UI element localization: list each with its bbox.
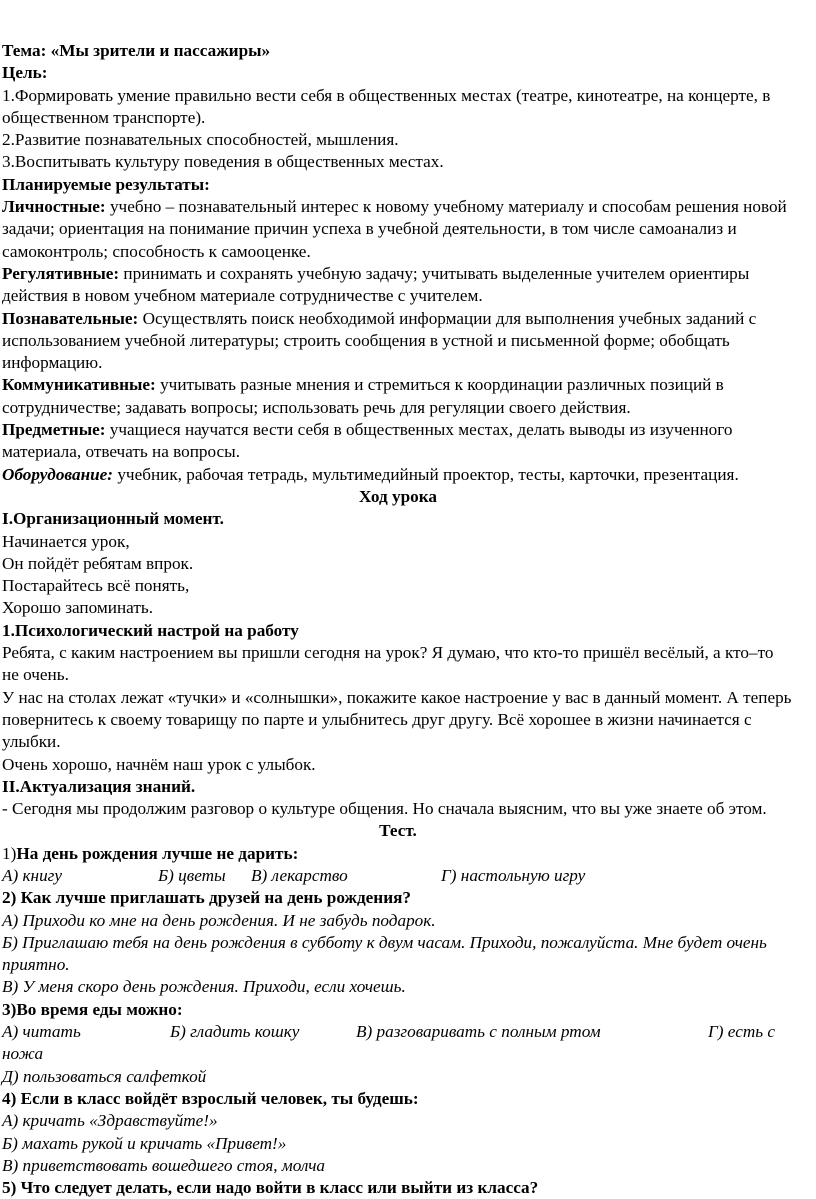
equipment: Оборудование: учебник, рабочая тетрадь, мультимедийный проектор, тесты, карточки, презентация.: [2, 464, 739, 484]
question-5: 5) Что следует делать, если надо войти в класс или выйти из класса?: [2, 1178, 539, 1198]
result-subject: Предметные: учащиеся научатся вести себя в общественных местах, делать выводы из изученного материала, отвечать на вопросы.: [2, 420, 733, 462]
results-heading: Планируемые результаты:: [2, 174, 210, 194]
question-1: 1)На день рождения лучше не дарить:: [2, 843, 299, 863]
option: В) разговаривать с полным ртом: [356, 1022, 601, 1042]
goal-heading: Цель:: [2, 63, 48, 83]
goal-item: 3.Воспитывать культуру поведения в общественных местах.: [2, 152, 444, 172]
section-1-heading: I.Организационный момент.: [2, 509, 224, 529]
question-3-options: [2, 1021, 794, 1043]
result-communicative: Коммуникативные: учитывать разные мнения и стремиться к координации различных позиций в сотрудничестве; задавать вопросы; использовать речь для регуляции своего действия.: [2, 375, 724, 417]
topic-title: Тема: «Мы зрители и пассажиры»: [2, 41, 271, 60]
option: Б) цветы: [158, 865, 226, 885]
question-3-option: Д) пользоваться салфеткой: [2, 1066, 207, 1086]
subsection-1-heading: 1.Психологический настрой на работу: [2, 620, 299, 640]
question-3: 3)Во время еды можно:: [2, 999, 183, 1019]
option: А) книгу: [2, 865, 63, 885]
question-2-option: В) У меня скоро день рождения. Приходи, если хочешь.: [2, 977, 406, 997]
poem-line: Он пойдёт ребятам впрок.: [2, 553, 194, 573]
poem-line: Начинается урок,: [2, 531, 130, 551]
lesson-heading: Ход урока: [359, 486, 437, 506]
goal-item: 2.Развитие познавательных способностей, мышления.: [2, 130, 399, 150]
question-2-option: Б) Приглашаю тебя на день рождения в субботу к двум часам. Приходи, пожалуйста. Мне будет очень приятно.: [2, 932, 767, 975]
section-2-heading: II.Актуализация знаний.: [2, 776, 196, 796]
test-heading: Тест.: [379, 821, 417, 841]
result-cognitive: Познавательные: Осуществлять поиск необходимой информации для выполнения учебных заданий с использованием учебной литературы; строить сообщения в устной и письменной форме; обобщать информацию.: [2, 308, 757, 373]
mood-paragraph: У нас на столах лежат «тучки» и «солнышки», покажите какое настроение у вас в данный момент. А теперь повернитесь к своему товарищу по парте и улыбнитесь друг другу. Всё хорошее в жизни начинается с улыбки.: [2, 687, 792, 752]
option: В) лекарство: [251, 865, 348, 885]
option: Б) гладить кошку: [170, 1022, 300, 1042]
question-4: 4) Если в класс войдёт взрослый человек, ты будешь:: [2, 1088, 419, 1108]
question-1-options: [2, 865, 794, 887]
poem-line: Хорошо запоминать.: [2, 598, 153, 618]
option: Г) настольную игру: [441, 865, 586, 885]
question-4-option: В) приветствовать вошедшего стоя, молча: [2, 1155, 325, 1175]
question-3-option-cont: ножа: [2, 1044, 44, 1064]
option: А) читать: [2, 1022, 81, 1042]
question-4-option: А) кричать «Здравствуйте!»: [2, 1111, 218, 1131]
question-2-option: А) Приходи ко мне на день рождения. И не забудь подарок.: [2, 910, 436, 930]
option: Г) есть с: [708, 1022, 775, 1042]
result-personal: Личностные: учебно – познавательный интерес к новому учебному материалу и способам решения новой задачи; ориентация на понимание причин успеха в учебной деятельности, в том числе самоанализ и самоконтроль; способность к самооценке.: [2, 197, 787, 261]
question-4-option: Б) махать рукой и кричать «Привет!»: [2, 1133, 287, 1153]
poem-line: Постарайтесь всё понять,: [2, 576, 190, 596]
mood-paragraph: Ребята, с каким настроением вы пришли сегодня на урок? Я думаю, что кто-то пришёл весёлый, а кто–то не очень.: [2, 643, 774, 685]
goal-item: 1.Формировать умение правильно вести себя в общественных местах (театре, кинотеатре, на концерте, в общественном транспорте).: [2, 85, 771, 127]
mood-paragraph: Очень хорошо, начнём наш урок с улыбок.: [2, 754, 316, 774]
question-2: 2) Как лучше приглашать друзей на день рождения?: [2, 888, 412, 908]
section-2-text: - Сегодня мы продолжим разговор о культуре общения. Но сначала выясним, что вы уже знаете об этом.: [2, 799, 767, 819]
result-regulative: Регулятивные: принимать и сохранять учебную задачу; учитывать выделенные учителем ориентиры действия в новом учебном материале сотрудничестве с учителем.: [2, 263, 750, 306]
